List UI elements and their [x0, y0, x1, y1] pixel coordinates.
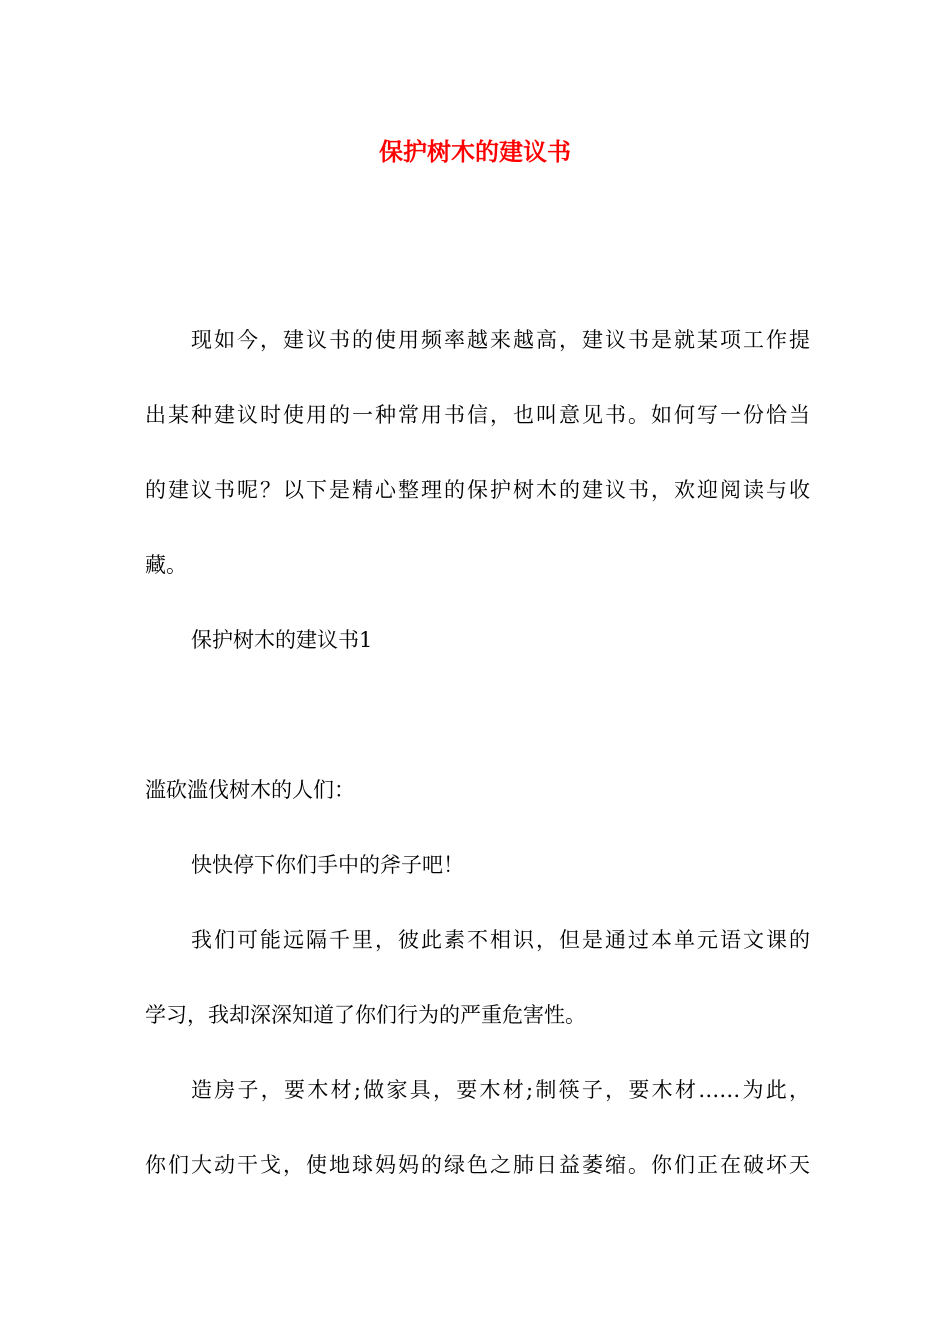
document-title: 保护树木的建议书 — [379, 137, 571, 166]
paragraph-2-line-2: 学习，我却深深知道了你们行为的严重危害性。 — [145, 1003, 586, 1027]
intro-line-1: 现如今，建议书的使用频率越来越高，建议书是就某项工作提 — [191, 328, 810, 352]
intro-line-4: 藏。 — [145, 553, 187, 577]
paragraph-3-line-2: 你们大动干戈，使地球妈妈的绿色之肺日益萎缩。你们正在破坏天 — [145, 1153, 810, 1177]
intro-line-3: 的建议书呢？以下是精心整理的保护树木的建议书，欢迎阅读与收 — [145, 478, 810, 502]
paragraph-2-line-1: 我们可能远隔千里，彼此素不相识，但是通过本单元语文课的 — [191, 928, 810, 952]
salutation: 滥砍滥伐树木的人们： — [145, 778, 355, 802]
section-heading: 保护树木的建议书1 — [191, 628, 373, 652]
intro-line-2: 出某种建议时使用的一种常用书信，也叫意见书。如何写一份恰当 — [145, 403, 810, 427]
paragraph-1: 快快停下你们手中的斧子吧！ — [191, 853, 464, 877]
paragraph-3-line-1: 造房子，要木材;做家具，要木材;制筷子，要木材……为此， — [191, 1078, 810, 1102]
